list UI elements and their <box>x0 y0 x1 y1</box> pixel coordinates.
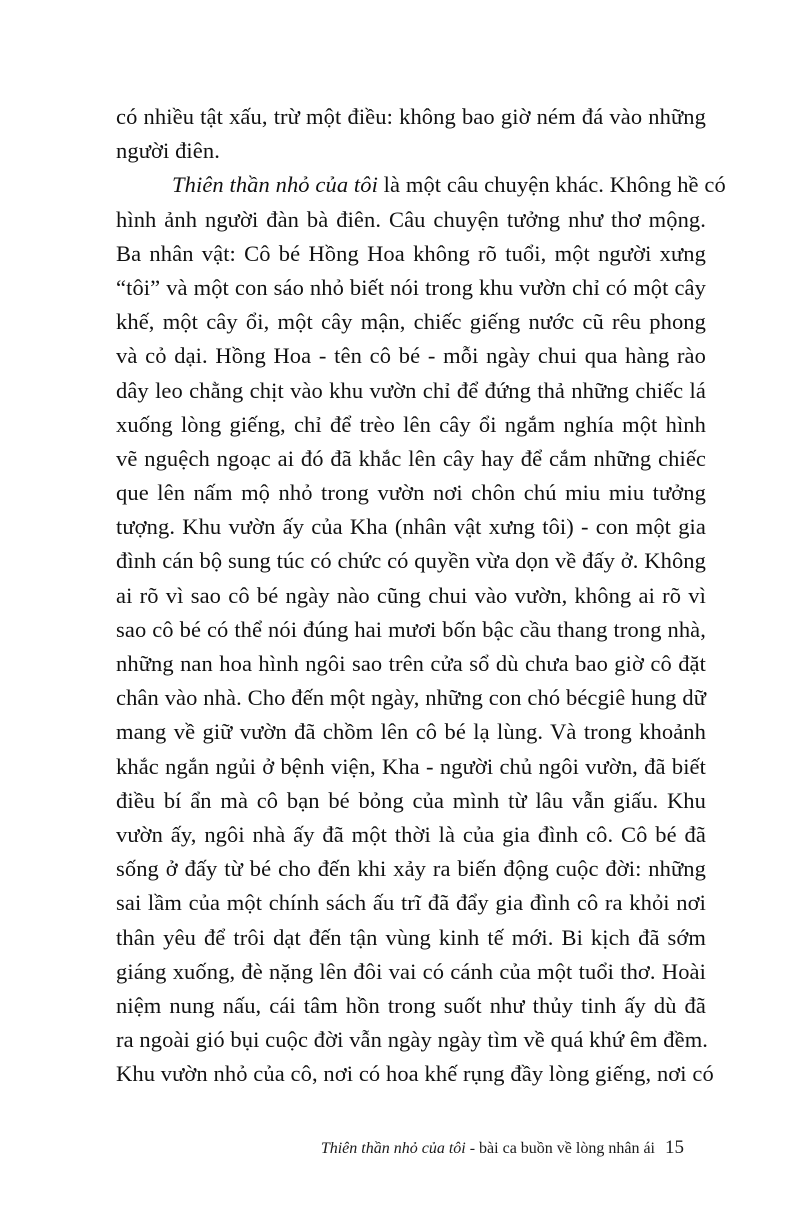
text-line: giáng xuống, đè nặng lên đôi vai có cánh của một tuổi thơ. Hoài <box>116 958 706 984</box>
text-fragment: là một câu chuyện khác. Không hề có <box>377 172 726 198</box>
text-line: sai lầm của một chính sách ấu trĩ đã đẩy gia đình cô ra khỏi nơi <box>116 890 706 916</box>
text-line: “tôi” và một con sáo nhỏ biết nói trong khu vườn chỉ có một cây <box>116 274 706 300</box>
text-line: Ba nhân vật: Cô bé Hồng Hoa không rõ tuổi, một người xưng <box>116 240 706 266</box>
book-title-italic: Thiên thần nhỏ của tôi <box>172 172 378 198</box>
text-line: và cỏ dại. Hồng Hoa - tên cô bé - mỗi ngày chui qua hàng rào <box>116 343 706 369</box>
text-line: sao cô bé có thể nói đúng hai mươi bốn bậc cầu thang trong nhà, <box>116 616 706 642</box>
text-line: Khu vườn nhỏ của cô, nơi có hoa khế rụng đầy lòng giếng, nơi có <box>116 1061 714 1087</box>
text-line: khế, một cây ổi, một cây mận, chiếc giếng nước cũ rêu phong <box>116 309 706 335</box>
text-line: điều bí ẩn mà cô bạn bé bỏng của mình từ lâu vẫn giấu. Khu <box>116 787 706 813</box>
text-line: vườn ấy, ngôi nhà ấy đã một thời là của gia đình cô. Cô bé đã <box>116 821 706 847</box>
text-line: có nhiều tật xấu, trừ một điều: không bao giờ ném đá vào những <box>116 104 706 129</box>
footer-book-title: Thiên thần nhỏ của tôi <box>320 1140 466 1157</box>
text-line: hình ảnh người đàn bà điên. Câu chuyện tưởng như thơ mộng. <box>116 206 706 232</box>
running-footer <box>321 1138 684 1159</box>
text-line: ai rõ vì sao cô bé ngày nào cũng chui vào vườn, không ai rõ vì <box>116 582 706 608</box>
text-line: mang về giữ vườn đã chồm lên cô bé lạ lùng. Và trong khoảnh <box>116 719 706 745</box>
footer-subtitle: - bài ca buồn về lòng nhân ái <box>465 1140 655 1157</box>
text-line: ra ngoài gió bụi cuộc đời vẫn ngày ngày tìm về quá khứ êm đềm. <box>116 1027 709 1053</box>
text-line: sống ở đấy từ bé cho đến khi xảy ra biến động cuộc đời: những <box>116 856 706 882</box>
text-line: xuống lòng giếng, chỉ để trèo lên cây ổi ngắm nghía một hình <box>116 411 706 437</box>
text-line: người điên. <box>116 138 220 164</box>
text-line: tượng. Khu vườn ấy của Kha (nhân vật xưng tôi) - con một gia <box>116 514 706 540</box>
text-line: dây leo chằng chịt vào khu vườn chỉ để đứng thả những chiếc lá <box>116 377 706 403</box>
text-line: những nan hoa hình ngôi sao trên cửa sổ dù chưa bao giờ cô đặt <box>116 651 706 676</box>
paragraph-opening-line <box>116 168 726 202</box>
text-line: que lên nấm mộ nhỏ trong vườn nơi chôn chú miu miu tưởng <box>116 480 706 506</box>
text-line: niệm nung nấu, cái tâm hồn trong suốt như thủy tinh ấy dù đã <box>116 992 706 1018</box>
text-line: vẽ nguệch ngoạc ai đó đã khắc lên cây hay để cắm những chiếc <box>116 445 706 471</box>
text-line: đình cán bộ sung túc có chức có quyền vừa dọn về đấy ở. Không <box>116 548 706 574</box>
page-number: 15 <box>665 1137 684 1158</box>
text-line: thân yêu để trôi dạt đến tận vùng kinh tế mới. Bi kịch đã sớm <box>116 924 706 950</box>
text-line: chân vào nhà. Cho đến một ngày, những con chó bécgiê hung dữ <box>116 685 706 711</box>
text-line: khắc ngắn ngủi ở bệnh viện, Kha - người chủ ngôi vườn, đã biết <box>116 753 706 779</box>
body-text <box>116 100 726 1091</box>
